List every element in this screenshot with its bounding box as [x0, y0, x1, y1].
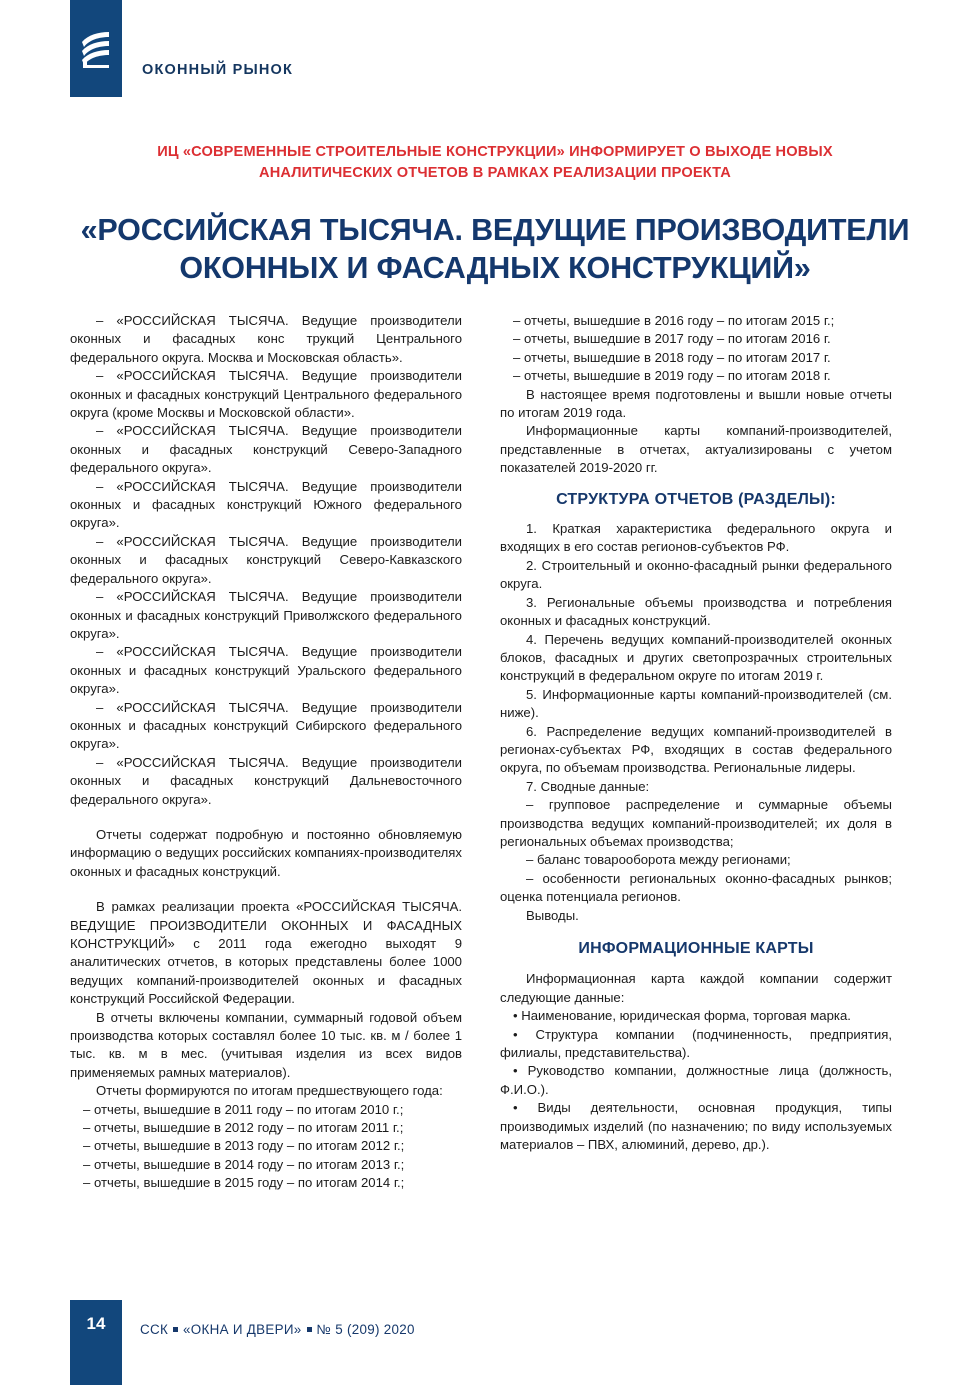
card-bullet: • Структура компании (подчиненность, предприятия, филиалы, представительства).	[500, 1026, 892, 1061]
article-eyebrow-line-2: АНАЛИТИЧЕСКИХ ОТЧЕТОВ В РАМКАХ РЕАЛИЗАЦИИ ПРОЕКТА	[259, 165, 731, 181]
card-bullet: • Наименование, юридическая форма, торговая марка.	[513, 1008, 851, 1024]
year-line: – отчеты, вышедшие в 2013 году – по итогам 2012 г.;	[83, 1138, 405, 1154]
report-item: – «РОССИЙСКАЯ ТЫСЯЧА. Ведущие производители оконных и фасадных конструкций Северо-Западного федерального округа».	[70, 423, 462, 476]
heading-report-structure: СТРУКТУРА ОТЧЕТОВ (РАЗДЕЛЫ):	[556, 490, 836, 508]
report-item: – «РОССИЙСКАЯ ТЫСЯЧА. Ведущие производители оконных и фасадных конструкций Приволжского федерального округа».	[70, 589, 462, 641]
report-item: – «РОССИЙСКАЯ ТЫСЯЧА. Ведущие производители оконных и фасадных конструкций Дальневосточного федерального округа».	[70, 754, 462, 807]
imprint-issue: № 5 (209) 2020	[316, 1322, 415, 1337]
imprint-magazine: «ОКНА И ДВЕРИ»	[183, 1322, 302, 1337]
page-title-line-1: «РОССИЙСКАЯ ТЫСЯЧА. ВЕДУЩИЕ ПРОИЗВОДИТЕЛИ	[80, 213, 910, 247]
structure-item: 1. Краткая характеристика федерального округа и входящих в его состав регионов-субъектов РФ.	[500, 521, 892, 555]
paragraph-info-cards: Информационные карты компаний-производителей, представленные в отчетах, актуализированы с учетом показателей 2019-2020 гг.	[500, 423, 892, 476]
paragraph-spacer	[70, 881, 462, 898]
report-item: – «РОССИЙСКАЯ ТЫСЯЧА. Ведущие производители оконных и фасадных конструкций Северо-Кавказского федерального округа».	[70, 533, 462, 586]
summary-subitem: – особенности региональных оконно-фасадных рынков; оценка потенциала регионов.	[500, 870, 892, 905]
year-line: – отчеты, вышедшие в 2018 году – по итогам 2017 г.	[513, 349, 831, 365]
year-line: – отчеты, вышедшие в 2015 году – по итогам 2014 г.;	[83, 1175, 405, 1191]
page-number: 14	[86, 1314, 106, 1333]
right-column	[500, 312, 892, 1154]
paragraph-contents: Отчеты содержат подробную и постоянно обновляемую информацию о ведущих российских компаниях-производителях оконных и фасадных конструкций.	[70, 826, 462, 879]
paragraph-project: В рамках реализации проекта «РОССИЙСКАЯ ТЫСЯЧА. ВЕДУЩИЕ ПРОИЗВОДИТЕЛИ ОКОННЫХ И ФАСАДНЫХ КОНСТРУКЦИЙ» с 2011 года ежегодно выходят 9 аналитических отчетов, в которых представлены более 1000 ведущих компаний-производителей оконных и фасадных конструкций Российской Федерации.	[70, 899, 462, 1007]
card-bullet: • Руководство компании, должностные лица (должность, Ф.И.О.).	[500, 1063, 892, 1097]
structure-item: 5. Информационные карты компаний-производителей (см. ниже).	[500, 686, 892, 721]
report-item: – «РОССИЙСКАЯ ТЫСЯЧА. Ведущие производители оконных и фасадных конструкций Сибирского федерального округа».	[70, 699, 462, 752]
folio-box	[70, 1300, 122, 1385]
paragraph-included: В отчеты включены компании, суммарный годовой объем производства которых составлял более 10 тыс. кв. м / более 1 тыс. кв. м в мес. (учитывая изделия из всех видов применяемых рамных материалов).	[70, 1009, 462, 1080]
paragraph-formed: Отчеты формируются по итогам предшествующего года:	[96, 1083, 443, 1099]
structure-item: 4. Перечень ведущих компаний-производителей оконных блоков, фасадных и других светопрозрачных строительных конструкций в федеральном округе по итогам 2019 г.	[500, 631, 892, 684]
page-header	[0, 0, 980, 108]
page-title	[70, 211, 920, 287]
report-item: – «РОССИЙСКАЯ ТЫСЯЧА. Ведущие производители оконных и фасадных конструкций Центрального федерального округа (кроме Москвы и Московской области».	[70, 368, 462, 421]
report-item: – «РОССИЙСКАЯ ТЫСЯЧА. Ведущие производители оконных и фасадных конструкций Южного федерального округа».	[70, 478, 462, 531]
page-footer	[0, 1290, 980, 1385]
paragraph-spacer	[70, 809, 462, 826]
year-line: – отчеты, вышедшие в 2011 году – по итогам 2010 г.;	[83, 1101, 404, 1117]
structure-item: 3. Региональные объемы производства и потребления оконных и фасадных конструкций.	[500, 594, 892, 629]
publisher-logo	[70, 0, 122, 97]
imprint-publisher: ССК	[140, 1322, 169, 1337]
imprint-line	[140, 1322, 415, 1337]
article-eyebrow	[70, 142, 920, 184]
article-eyebrow-line-1: ИЦ «СОВРЕМЕННЫЕ СТРОИТЕЛЬНЫЕ КОНСТРУКЦИИ» ИНФОРМИРУЕТ О ВЫХОДЕ НОВЫХ	[157, 144, 833, 160]
square-separator-icon	[307, 1327, 312, 1332]
year-line: – отчеты, вышедшие в 2012 году – по итогам 2011 г.;	[83, 1120, 404, 1136]
page-title-line-2: ОКОННЫХ И ФАСАДНЫХ КОНСТРУКЦИЙ»	[179, 251, 811, 285]
structure-item: 7. Сводные данные:	[526, 778, 650, 794]
paragraph-new-reports: В настоящее время подготовлены и вышли новые отчеты по итогам 2019 года.	[500, 386, 892, 421]
card-bullet: • Виды деятельности, основная продукция, типы производимых изделий (по назначению; по виду используемых материалов – ПВХ, алюминий, дерево, др.).	[500, 1100, 892, 1153]
summary-subitem: – баланс товарооборота между регионами;	[526, 852, 791, 868]
year-line: – отчеты, вышедшие в 2019 году – по итогам 2018 г.	[513, 368, 831, 384]
summary-subitem: – групповое распределение и суммарные объемы производства ведущих компаний-производителей; их доля в региональных объемах производства;	[500, 797, 892, 849]
article-title-block	[70, 142, 920, 287]
year-line: – отчеты, вышедшие в 2017 году – по итогам 2016 г.	[513, 331, 831, 347]
square-separator-icon	[173, 1327, 178, 1332]
paragraph-card-intro: Информационная карта каждой компании содержит следующие данные:	[500, 971, 892, 1005]
structure-item: 2. Строительный и оконно-фасадный рынки федерального округа.	[500, 557, 892, 592]
report-item: – «РОССИЙСКАЯ ТЫСЯЧА. Ведущие производители оконных и фасадных конструкций Уральского федерального округа».	[70, 644, 462, 697]
open-book-pages-icon	[78, 28, 114, 72]
heading-info-cards: ИНФОРМАЦИОННЫЕ КАРТЫ	[578, 940, 814, 957]
section-kicker: ОКОННЫЙ РЫНОК	[142, 62, 294, 78]
report-item: – «РОССИЙСКАЯ ТЫСЯЧА. Ведущие производители оконных и фасадных конс трукций Центрального федерального округа. Москва и Московская область».	[70, 313, 462, 365]
structure-item: 6. Распределение ведущих компаний-производителей в регионах-субъектах РФ, входящих в состав федерального округа, по объемам производства. Региональные лидеры.	[500, 723, 892, 776]
left-column	[70, 312, 462, 1193]
conclusions-line: Выводы.	[526, 907, 579, 923]
year-line: – отчеты, вышедшие в 2014 году – по итогам 2013 г.;	[83, 1156, 405, 1172]
year-line: – отчеты, вышедшие в 2016 году – по итогам 2015 г.;	[513, 313, 835, 328]
